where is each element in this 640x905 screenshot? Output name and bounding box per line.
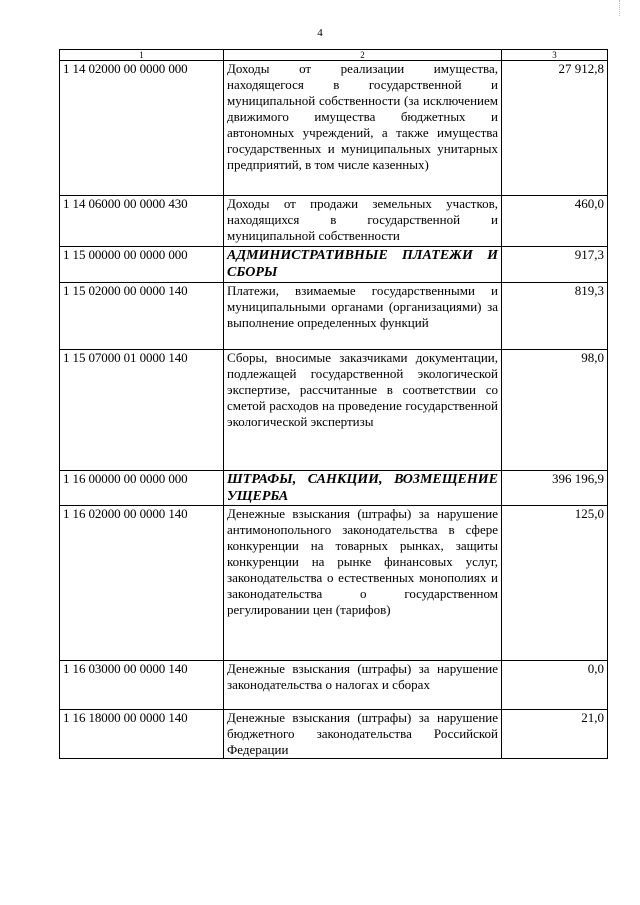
revenue-description: Денежные взыскания (штрафы) за нарушение законодательства о налогах и сборах [224,661,502,710]
revenue-code: 1 16 18000 00 0000 140 [60,710,224,759]
revenue-description: Денежные взыскания (штрафы) за нарушение бюджетного законодательства Российской Федерации [224,710,502,759]
revenue-code: 1 16 02000 00 0000 140 [60,506,224,661]
scan-edge-mark [619,0,626,16]
table-row [60,350,608,471]
revenue-amount: 396 196,9 [502,471,608,506]
revenue-code: 1 14 06000 00 0000 430 [60,196,224,247]
table-row [60,61,608,196]
budget-revenue-table [59,49,608,759]
revenue-code: 1 14 02000 00 0000 000 [60,61,224,196]
revenue-amount: 0,0 [502,661,608,710]
table-row [60,506,608,661]
revenue-description: Сборы, вносимые заказчиками документации, подлежащей государственной экологической экспертизе, рассчитанные в соответствии со сметой расходов на проведение государственной экологической экспертизы [224,350,502,471]
revenue-amount: 819,3 [502,283,608,350]
revenue-amount: 21,0 [502,710,608,759]
column-header-amount: 3 [502,50,608,61]
table-header-row [60,50,608,61]
revenue-amount: 98,0 [502,350,608,471]
page-number: 4 [317,27,323,39]
revenue-code: 1 15 00000 00 0000 000 [60,247,224,283]
revenue-code: 1 16 00000 00 0000 000 [60,471,224,506]
column-header-code: 1 [60,50,224,61]
revenue-amount: 917,3 [502,247,608,283]
table-row [60,247,608,283]
revenue-description: Доходы от продажи земельных участков, находящихся в государственной и муниципальной собственности [224,196,502,247]
table-row [60,710,608,759]
revenue-section-title: АДМИНИСТРАТИВНЫЕ ПЛАТЕЖИ И СБОРЫ [224,247,502,283]
revenue-code: 1 15 02000 00 0000 140 [60,283,224,350]
revenue-code: 1 15 07000 01 0000 140 [60,350,224,471]
revenue-description: Платежи, взимаемые государственными и муниципальными органами (организациями) за выполнение определенных функций [224,283,502,350]
table-row [60,471,608,506]
table-row [60,283,608,350]
revenue-description: Доходы от реализации имущества, находящегося в государственной и муниципальной собственности (за исключением движимого имущества бюджетных и автономных учреждений, а также имущества государственных и муниципальных унитарных предприятий, в том числе казенных) [224,61,502,196]
column-header-description: 2 [224,50,502,61]
revenue-description: Денежные взыскания (штрафы) за нарушение антимонопольного законодательства в сфере конкуренции на товарных рынках, защиты конкуренции на рынке финансовых услуг, законодательства о естественных монополиях и законодательства о государственном регулировании цен (тарифов) [224,506,502,661]
revenue-amount: 460,0 [502,196,608,247]
revenue-amount: 27 912,8 [502,61,608,196]
revenue-code: 1 16 03000 00 0000 140 [60,661,224,710]
table-row [60,196,608,247]
table-row [60,661,608,710]
revenue-section-title: ШТРАФЫ, САНКЦИИ, ВОЗМЕЩЕНИЕ УЩЕРБА [224,471,502,506]
revenue-amount: 125,0 [502,506,608,661]
